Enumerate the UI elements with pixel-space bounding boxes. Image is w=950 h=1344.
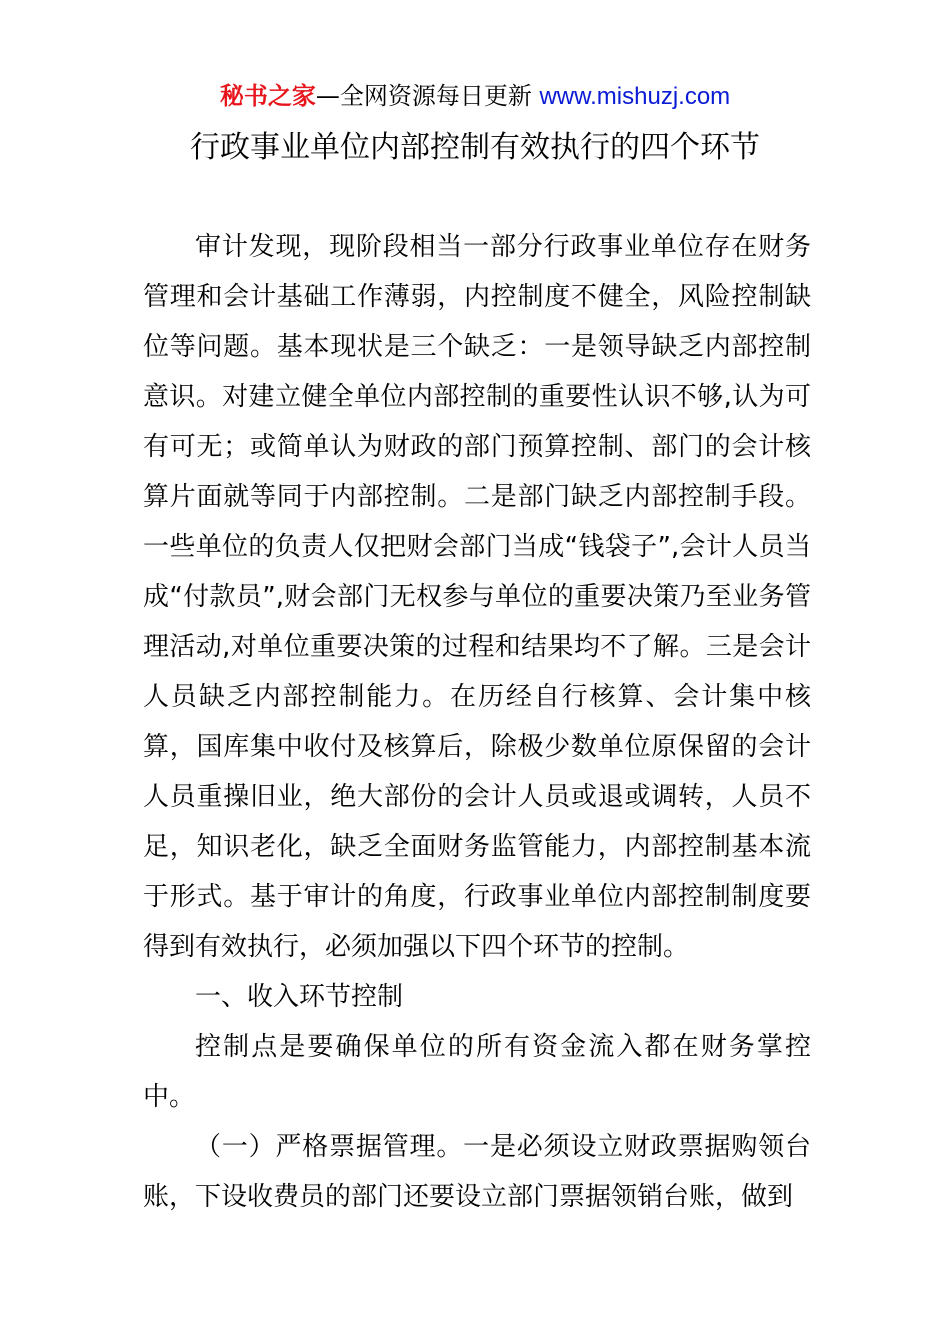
document-body	[143, 222, 811, 1222]
paragraph-ticket-management: （一）严格票据管理。一是必须设立财政票据购领台账，下设收费员的部门还要设立部门票据领销台账，做到	[143, 1132, 811, 1212]
paragraph-intro: 审计发现，现阶段相当一部分行政事业单位存在财务管理和会计基础工作薄弱，内控制度不健全，风险控制缺位等问题。基本现状是三个缺乏：一是领导缺乏内部控制意识。对建立健全单位内部控制的重要性认识不够,认为可有可无；或简单认为财政的部门预算控制、部门的会计核算片面就等同于内部控制。二是部门缺乏内部控制手段。一些单位的负责人仅把财会部门当成“钱袋子”,会计人员当成“付款员”,财会部门无权参与单位的重要决策乃至业务管理活动,对单位重要决策的过程和结果均不了解。三是会计人员缺乏内部控制能力。在历经自行核算、会计集中核算，国库集中收付及核算后，除极少数单位原保留的会计人员重操旧业，绝大部份的会计人员或退或调转，人员不足，知识老化，缺乏全面财务监管能力，内部控制基本流于形式。基于审计的角度，行政事业单位内部控制制度要得到有效执行，必须加强以下四个环节的控制。	[143, 232, 811, 962]
document-title: 行政事业单位内部控制有效执行的四个环节	[190, 130, 760, 165]
paragraph-control-point: 控制点是要确保单位的所有资金流入都在财务掌控中。	[143, 1032, 811, 1112]
section-heading-income-control: 一、收入环节控制	[195, 982, 404, 1012]
site-brand: 秘书之家	[219, 82, 316, 110]
site-header	[0, 80, 950, 113]
site-tagline: —全网资源每日更新	[315, 82, 540, 110]
site-url-link[interactable]: www.mishuzj.com	[539, 83, 731, 110]
